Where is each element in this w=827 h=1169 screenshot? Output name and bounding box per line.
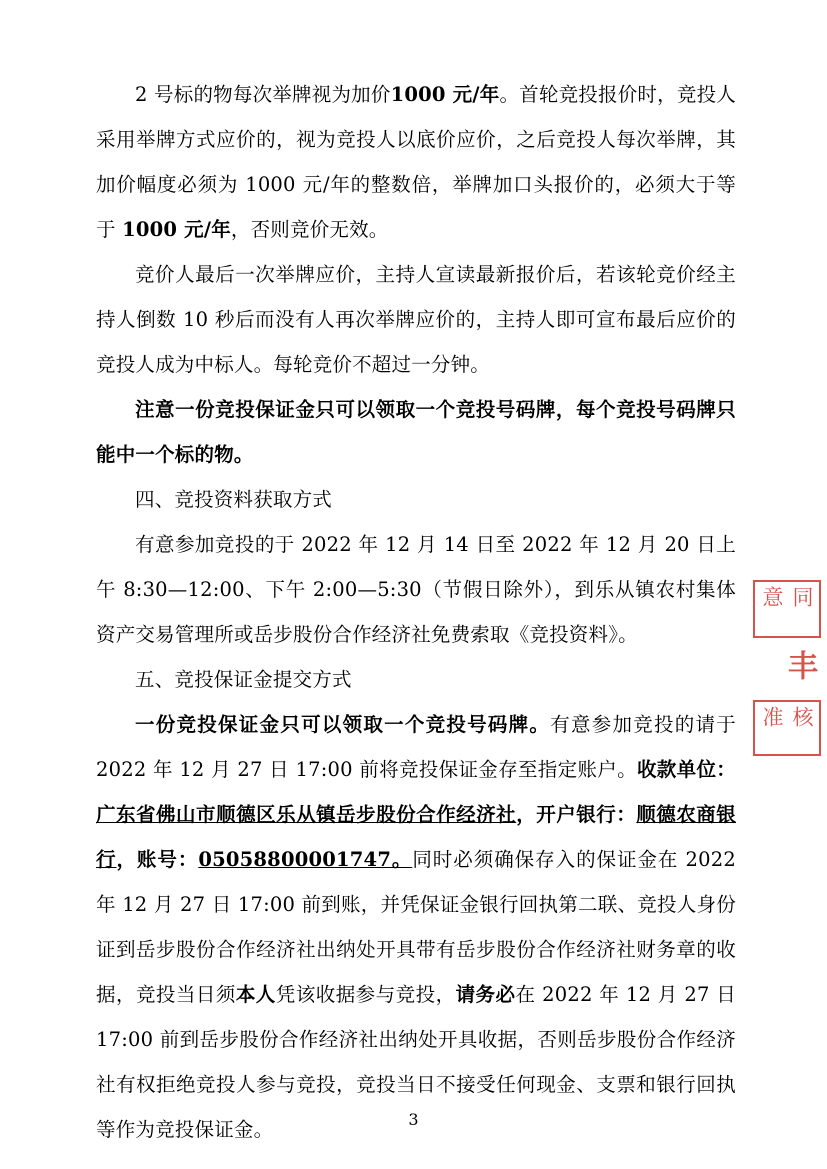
section-heading-five: 五、竞投保证金提交方式 bbox=[135, 668, 352, 691]
page-number: 3 bbox=[408, 1110, 419, 1129]
document-body bbox=[96, 72, 736, 1152]
red-seal-stamp-top: 同意 bbox=[753, 580, 821, 638]
paragraph: 注意一份竞投保证金只可以领取一个竞投号码牌，每个竞投号码牌只能中一个标的物。 bbox=[96, 398, 736, 466]
paragraph: 竞价人最后一次举牌应价，主持人宣读最新报价后，若该轮竞价经主持人倒数 10 秒后而没有人再次举牌应价的，主持人即可宣布最后应价的竞投人成为中标人。每轮竞价不超过一分钟。 bbox=[96, 263, 736, 376]
section-heading-four: 四、竞投资料获取方式 bbox=[135, 488, 333, 511]
red-seal-stamp-bottom: 核准 bbox=[753, 700, 821, 756]
paragraph: 2 号标的物每次举牌视为加价1000 元/年。首轮竞投报价时，竞投人采用举牌方式应价的，视为竞投人以底价应价，之后竞投人每次举牌，其加价幅度必须为 1000 元/年的整数倍，举牌加口头报价的，必须大于等于 1000 元/年，否则竞价无效。 bbox=[96, 83, 736, 241]
paragraph: 有意参加竞投的于 2022 年 12 月 14 日至 2022 年 12 月 20 日上午 8:30—12:00、下午 2:00—5:30（节假日除外），到乐从镇农村集体资产交易管理所或岳步股份合作经济社免费索取《竞投资料》。 bbox=[96, 533, 736, 646]
red-seal-signature: 丰 bbox=[782, 650, 817, 684]
paragraph: 一份竞投保证金只可以领取一个竞投号码牌。有意参加竞投的请于 2022 年 12 月 27 日 17:00 前将竞投保证金存至指定账户。收款单位：广东省佛山市顺德区乐从镇岳步股份合作经济社，开户银行：顺德农商银行，账号：05058800001747。同时必须确保存入的保证金在 2022 年 12 月 27 日 17:00 前到账，并凭保证金银行回执第二联、竞投人身份证到岳步股份合作经济社出纳处开具带有岳步股份合作经济社财务章的收据，竞投当日须本人凭该收据参与竞投，请务必在 2022 年 12 月 27 日 17:00 前到岳步股份合作经济社出纳处开具收据，否则岳步股份合作经济社有权拒绝竞投人参与竞投，竞投当日不接受任何现金、支票和银行回执等作为竞投保证金。 bbox=[96, 713, 737, 1141]
